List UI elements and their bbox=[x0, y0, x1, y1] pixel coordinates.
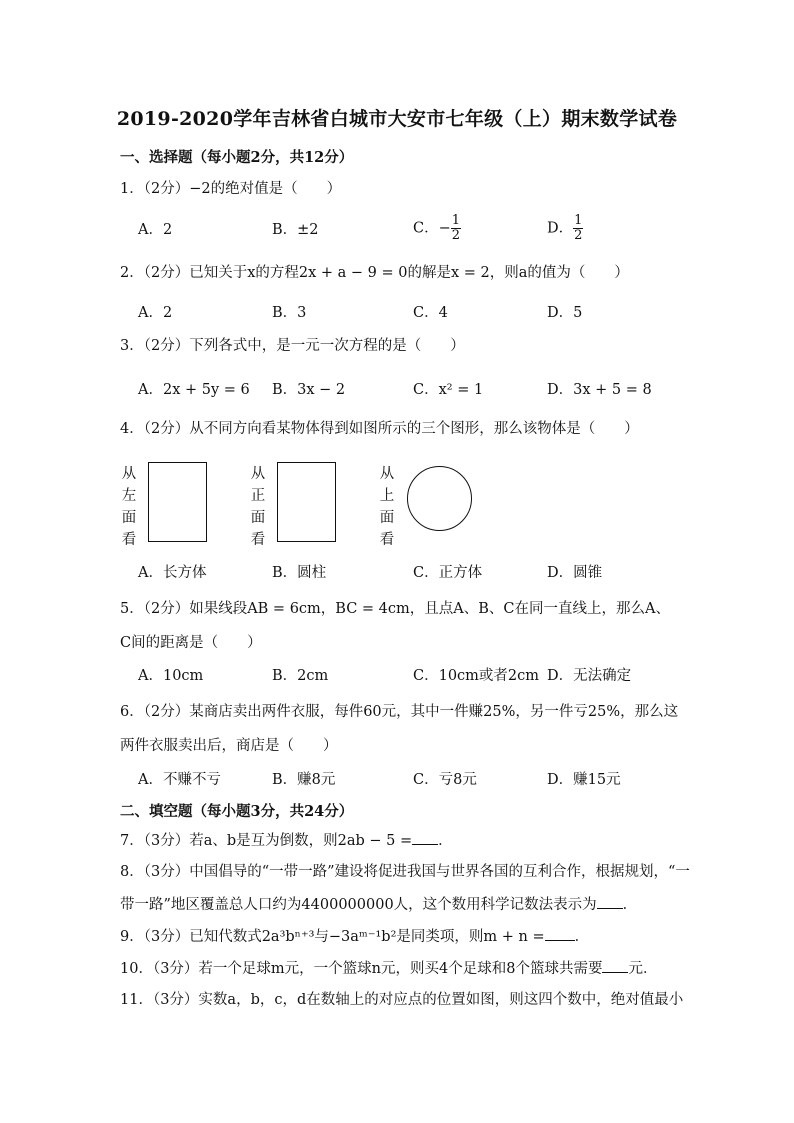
options-q1 bbox=[138, 213, 658, 243]
view-label-left bbox=[120, 463, 138, 551]
option-b: B．圆柱 bbox=[272, 565, 327, 581]
option-a: A．2 bbox=[138, 305, 173, 321]
top-view-circle bbox=[407, 466, 472, 531]
question-11: 11．（3分）实数a，b，c，d在数轴上的对应点的位置如图，则这四个数中，绝对值最小 bbox=[120, 992, 684, 1008]
option-d: D．圆锥 bbox=[547, 565, 603, 581]
option-b: B．±2 bbox=[272, 222, 319, 238]
option-a: A．10cm bbox=[138, 668, 204, 684]
question-4: 4．（2分）从不同方向看某物体得到如图所示的三个图形，那么该物体是（ ） bbox=[120, 421, 639, 437]
option-c: C．正方体 bbox=[413, 565, 483, 581]
option-a: A．2 bbox=[138, 222, 173, 238]
fraction: $\frac{1}{2}$ bbox=[574, 213, 583, 243]
question-8-line-1: 8．（3分）中国倡导的“一带一路”建设将促进我国与世界各国的互利合作，根据规划，“一 bbox=[120, 864, 690, 880]
question-1: 1．（2分）−2的绝对值是（ ） bbox=[120, 181, 342, 197]
option-b: B．赚8元 bbox=[272, 772, 336, 788]
option-b: B．3x − 2 bbox=[272, 382, 346, 398]
question-8-line-2: 带一路”地区覆盖总人口约为4400000000人，这个数用科学记数法表示为 ． bbox=[120, 894, 637, 915]
question-5: 5．（2分）如果线段AB = 6cm，BC = 4cm，且点A、B、C在同一直线上，那么A、C间的距离是（ ） bbox=[120, 601, 670, 651]
answer-blank bbox=[602, 958, 628, 973]
options-q5 bbox=[138, 664, 658, 688]
options-q6 bbox=[138, 768, 658, 792]
option-d: D．5 bbox=[547, 305, 583, 321]
option-a: A．长方体 bbox=[138, 565, 207, 581]
view-label-top bbox=[378, 463, 396, 551]
option-d: D．3x + 5 = 8 bbox=[547, 382, 652, 398]
question-9: 9．（3分）已知代数式2a³bⁿ⁺³与−3aᵐ⁻¹b²是同类项，则m + n = ． bbox=[120, 926, 589, 947]
view-label-text: 从 左 面 看 bbox=[121, 466, 137, 548]
front-view-rectangle bbox=[277, 462, 336, 542]
question-7: 7．（3分）若a、b是互为倒数，则2ab − 5 = ． bbox=[120, 830, 453, 851]
option-c: C．10cm或者2cm bbox=[413, 668, 540, 684]
answer-blank bbox=[412, 830, 438, 845]
option-c: C．x² = 1 bbox=[413, 382, 484, 398]
section-heading-fill: 二、填空题（每小题3分，共24分） bbox=[120, 803, 354, 820]
section-heading-choice: 一、选择题（每小题2分，共12分） bbox=[120, 149, 354, 166]
view-label-text: 从 正 面 看 bbox=[250, 466, 266, 548]
option-a: A．2x + 5y = 6 bbox=[138, 382, 250, 398]
option-c: C．亏8元 bbox=[413, 772, 477, 788]
options-q3 bbox=[138, 378, 658, 402]
option-a: A．不赚不亏 bbox=[138, 772, 221, 788]
option-d: D．无法确定 bbox=[547, 668, 632, 684]
question-3: 3．（2分）下列各式中，是一元一次方程的是（ ） bbox=[120, 338, 465, 354]
option-b: B．2cm bbox=[272, 668, 329, 684]
view-label-text: 从 上 面 看 bbox=[379, 466, 395, 548]
options-q4 bbox=[138, 561, 658, 585]
question-6: 6．（2分）某商店卖出两件衣服，每件60元，其中一件赚25%，另一件亏25%，那么这两件衣服卖出后，商店是（ ） bbox=[120, 704, 679, 754]
view-label-front bbox=[249, 463, 267, 551]
options-q2 bbox=[138, 301, 658, 325]
option-d: D．赚15元 bbox=[547, 772, 621, 788]
answer-blank bbox=[545, 926, 575, 941]
question-10: 10．（3分）若一个足球m元，一个篮球n元，则买4个足球和8个篮球共需要 元． bbox=[120, 958, 657, 979]
answer-blank bbox=[597, 894, 623, 909]
question-2: 2．（2分）已知关于x的方程2x + a − 9 = 0的解是x = 2，则a的值为（ ） bbox=[120, 265, 629, 281]
left-view-rectangle bbox=[148, 462, 207, 542]
option-d: D． $\frac{1}{2}$ bbox=[547, 213, 583, 243]
page-title: 2019-2020学年吉林省白城市大安市七年级（上）期末数学试卷 bbox=[116, 108, 678, 130]
option-c: C．4 bbox=[413, 305, 448, 321]
option-b: B．3 bbox=[272, 305, 307, 321]
option-c: C．− $\frac{1}{2}$ bbox=[413, 213, 461, 243]
fraction: $\frac{1}{2}$ bbox=[451, 213, 461, 243]
